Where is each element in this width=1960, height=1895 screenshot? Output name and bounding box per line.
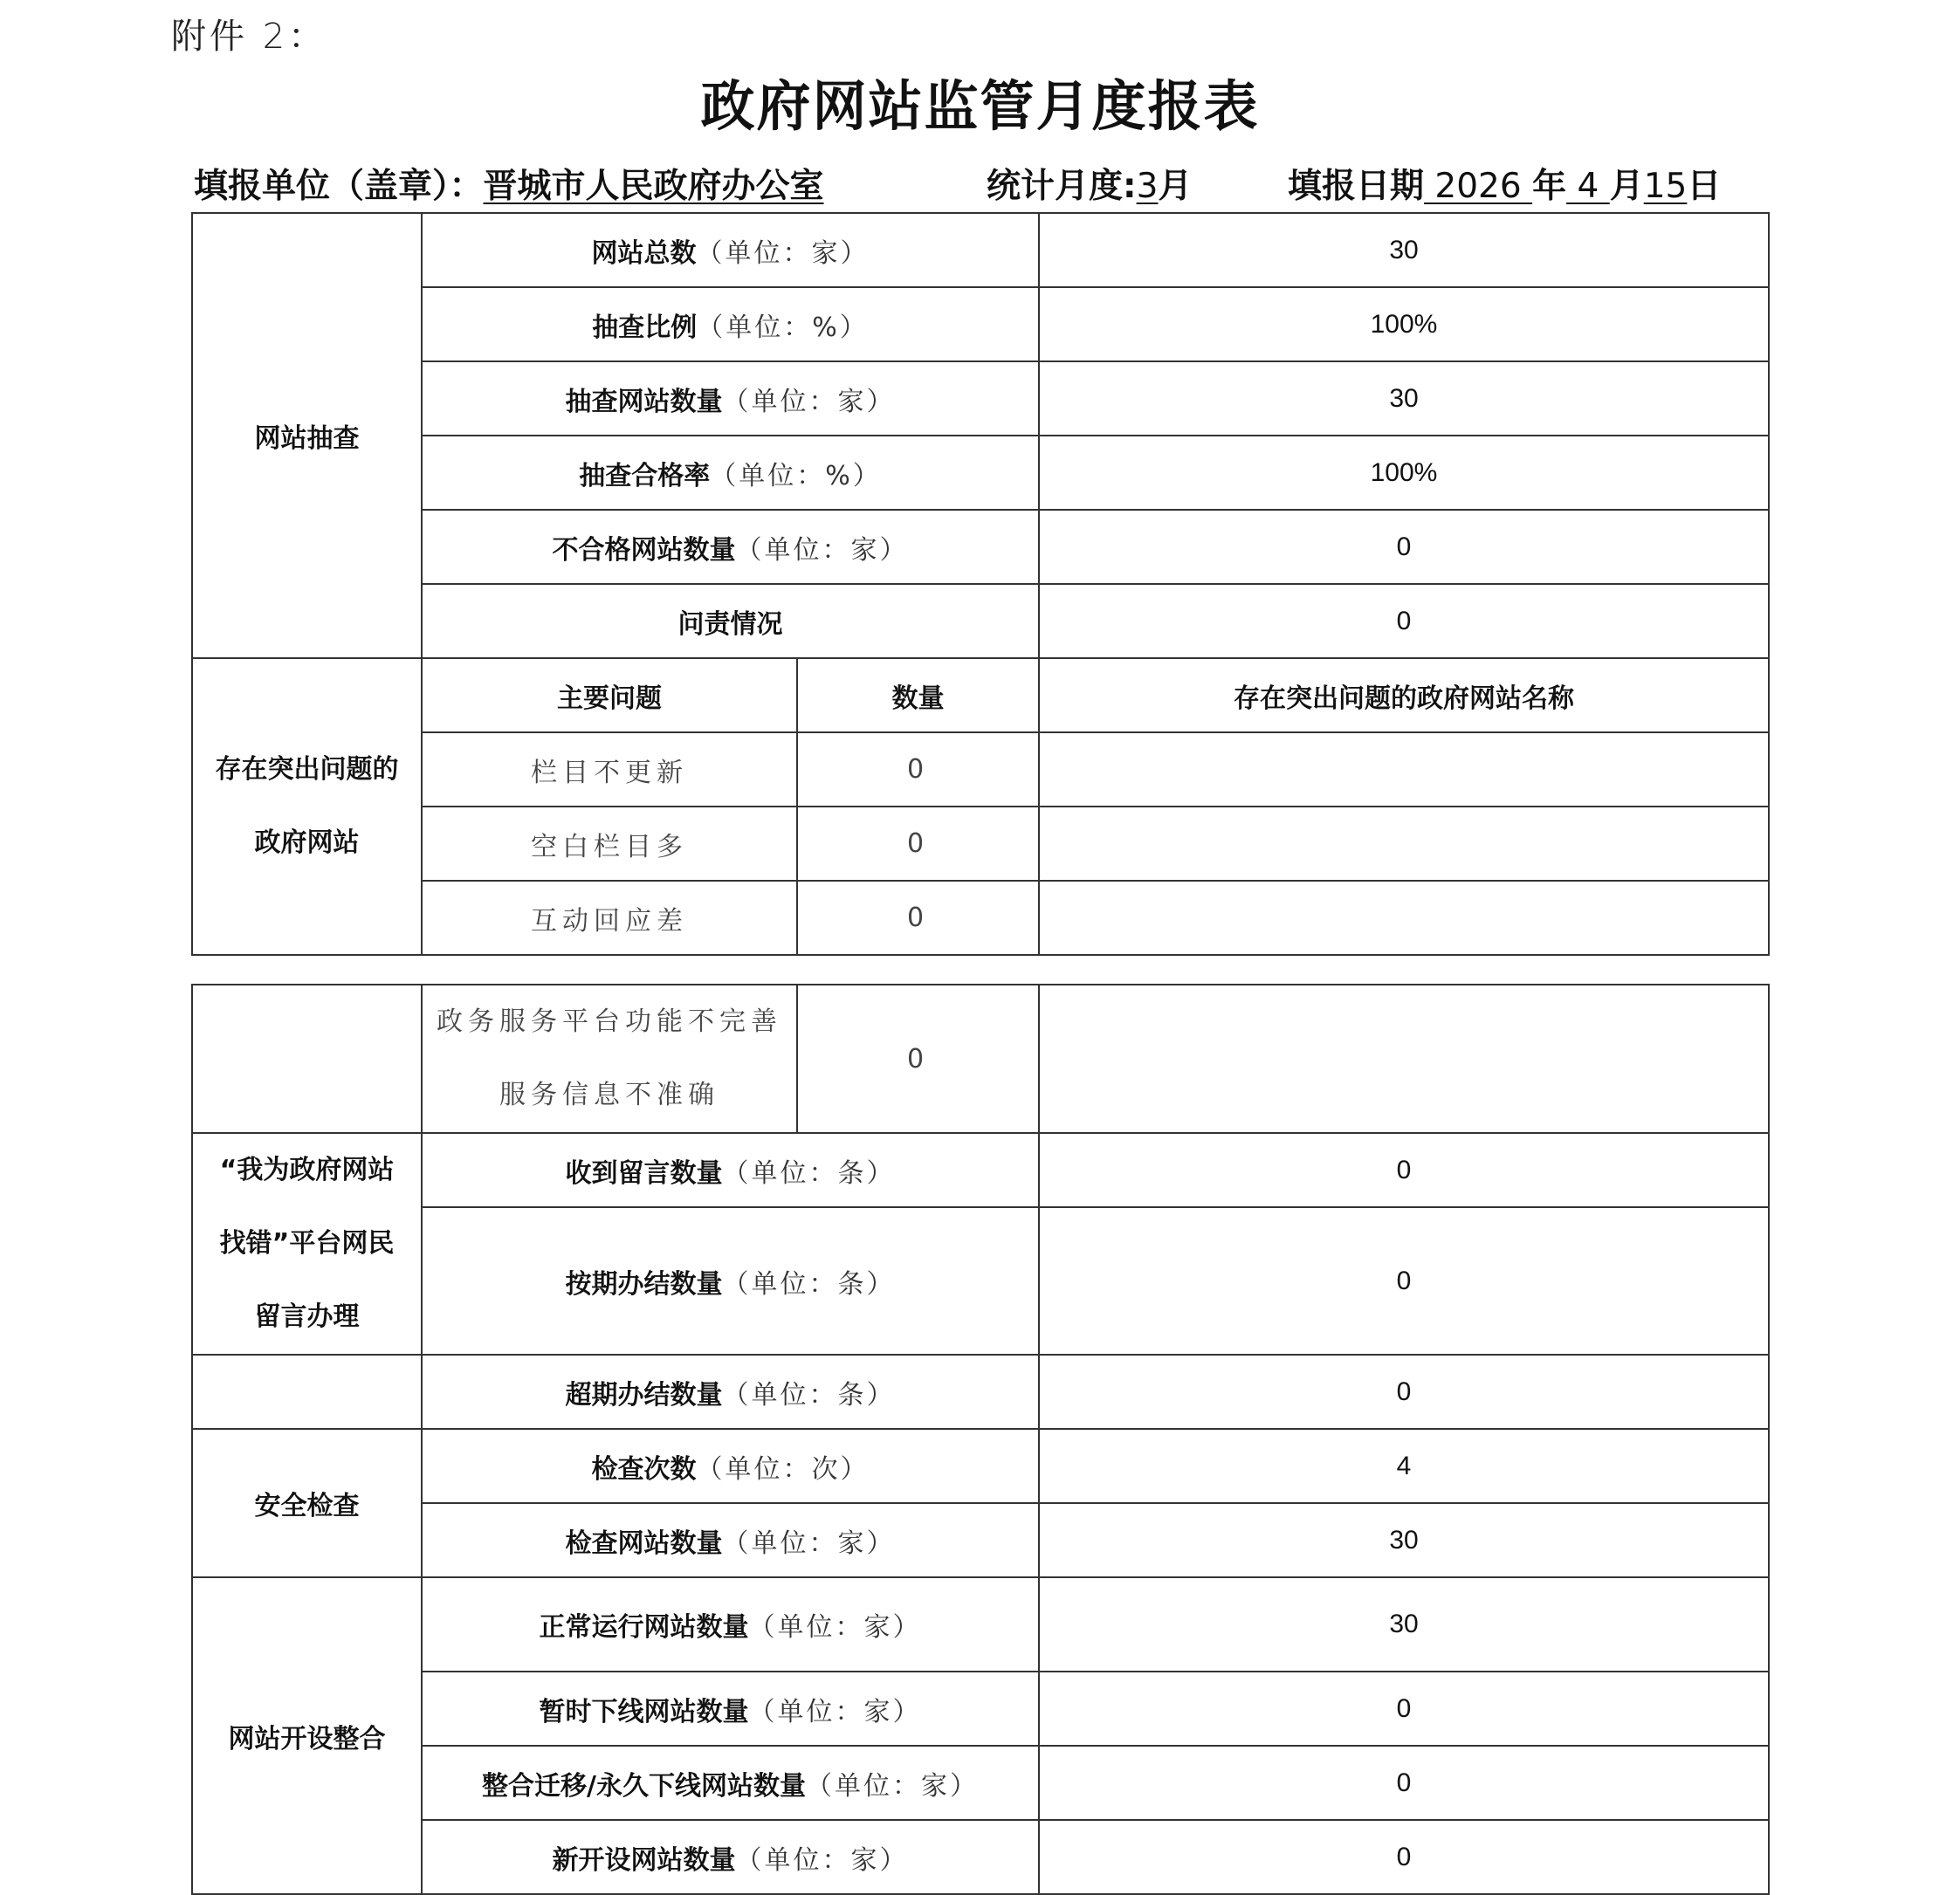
stat-month-label: 统计月度: [987,167,1137,206]
table-row [192,213,1769,287]
col-header-count: 数量 [797,658,1039,732]
month-suffix: 月 [1609,167,1644,206]
issue-site-names [1039,732,1769,807]
row-label: 按期办结数量（单位：条） [422,1207,1039,1355]
issue-label: 政务服务平台功能不完善 服务信息不准确 [422,985,797,1133]
report-month: 4 [1566,167,1610,206]
table-row [192,985,1769,1133]
issue-label: 空白栏目多 [422,807,797,881]
row-label: 暂时下线网站数量（单位：家） [422,1672,1039,1746]
day-suffix: 日 [1687,167,1722,206]
table-row [192,436,1769,510]
row-label: 超期办结数量（单位：条） [422,1355,1039,1429]
row-label: 抽查合格率（单位：%） [422,436,1039,510]
issue-label: 互动回应差 [422,881,797,955]
category-empty [192,985,422,1133]
row-label: 抽查比例（单位：%） [422,287,1039,361]
report-table-part2 [191,984,1770,1895]
row-label: 不合格网站数量（单位：家） [422,510,1039,584]
row-value: 0 [1039,1355,1769,1429]
row-value: 0 [1039,1207,1769,1355]
row-value: 0 [1039,510,1769,584]
table-row [192,1207,1769,1355]
row-label: 问责情况 [422,584,1039,658]
table-row [192,510,1769,584]
report-date-label: 填报日期 [1288,167,1425,206]
table-row [192,658,1769,732]
stat-month-suffix: 月 [1158,167,1193,206]
table-row [192,361,1769,436]
category-site-setup: 网站开设整合 [192,1577,422,1894]
report-date [1288,159,1721,208]
row-label: 抽查网站数量（单位：家） [422,361,1039,436]
report-table-part1 [191,212,1770,956]
reporting-unit [194,159,824,208]
issue-count: 0 [797,985,1039,1133]
row-label: 收到留言数量（单位：条） [422,1133,1039,1207]
table-row [192,807,1769,881]
category-error-platform: “我为政府网站 找错”平台网民 留言办理 [192,1133,422,1355]
issue-count: 0 [797,732,1039,807]
table-row [192,1133,1769,1207]
col-header-issue: 主要问题 [422,658,797,732]
row-value: 0 [1039,1820,1769,1894]
row-value: 0 [1039,584,1769,658]
row-value: 0 [1039,1672,1769,1746]
row-value: 30 [1039,1577,1769,1672]
row-label: 网站总数（单位：家） [422,213,1039,287]
report-day: 15 [1643,167,1688,206]
category-problem-sites: 存在突出问题的 政府网站 [192,658,422,955]
issue-label: 栏目不更新 [422,732,797,807]
table-row [192,1503,1769,1577]
row-label: 检查次数（单位：次） [422,1429,1039,1503]
col-header-site-names: 存在突出问题的政府网站名称 [1039,658,1769,732]
report-title: 政府网站监管月度报表 [700,74,1260,138]
report-year: 2026 [1424,167,1533,206]
table-row [192,287,1769,361]
category-empty [192,1355,422,1429]
row-value: 30 [1039,361,1769,436]
issue-count: 0 [797,881,1039,955]
reporting-unit-label: 填报单位（盖章）： [194,167,484,206]
category-spot-check: 网站抽查 [192,213,422,658]
row-label: 新开设网站数量（单位：家） [422,1820,1039,1894]
table-row [192,1820,1769,1894]
table-row [192,1577,1769,1672]
issue-site-names [1039,881,1769,955]
row-label: 整合迁移/永久下线网站数量（单位：家） [422,1746,1039,1820]
stat-month-value: 3 [1136,167,1159,206]
table-row [192,881,1769,955]
issue-count: 0 [797,807,1039,881]
row-value: 4 [1039,1429,1769,1503]
table-row [192,1746,1769,1820]
issue-site-names [1039,807,1769,881]
row-value: 0 [1039,1746,1769,1820]
reporting-unit-value: 晋城市人民政府办公室 [483,167,824,206]
table-row [192,732,1769,807]
table-row [192,1429,1769,1503]
row-value: 100% [1039,436,1769,510]
statistical-month [987,159,1192,208]
row-value: 0 [1039,1133,1769,1207]
category-security: 安全检查 [192,1429,422,1577]
row-label: 正常运行网站数量（单位：家） [422,1577,1039,1672]
table-row [192,584,1769,658]
row-label: 检查网站数量（单位：家） [422,1503,1039,1577]
year-suffix: 年 [1532,167,1567,206]
table-row [192,1355,1769,1429]
row-value: 30 [1039,213,1769,287]
issue-site-names [1039,985,1769,1133]
table-row [192,1672,1769,1746]
row-value: 30 [1039,1503,1769,1577]
attachment-label: 附件 2： [171,17,327,57]
row-value: 100% [1039,287,1769,361]
